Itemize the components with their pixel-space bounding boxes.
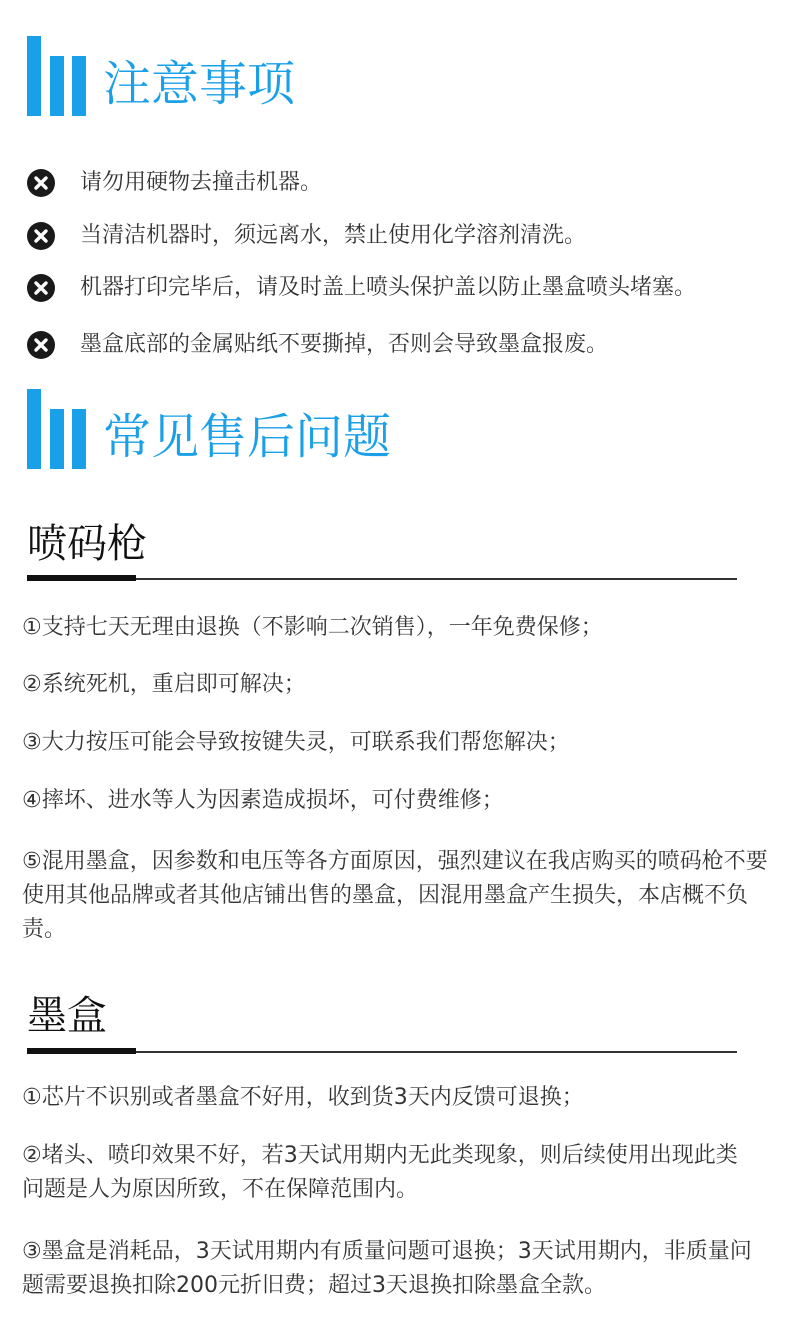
notice-item [27, 273, 787, 303]
faq-item: ③大力按压可能会导致按键失灵，可联系我们帮您解决； [22, 730, 570, 755]
notice-item-text: 墨盒底部的金属贴纸不要撕掉，否则会导致墨盒报废。 [80, 332, 609, 357]
notice-item-text: 请勿用硬物去撞击机器。 [80, 170, 323, 195]
notice-item [27, 221, 787, 251]
faq-item: ④摔坏、进水等人为因素造成损坏，可付费维修； [22, 788, 504, 813]
notice-item [27, 168, 787, 198]
divider-accent [27, 1048, 136, 1054]
x-circle-icon [27, 331, 55, 359]
faq-group-title: 喷码枪 [27, 521, 147, 567]
notice-item [27, 330, 787, 360]
section-bars-icon [27, 389, 87, 469]
notice-item-text: 当清洁机器时，须远离水，禁止使用化学溶剂清洗。 [80, 223, 587, 248]
faq-item: ②堵头、喷印效果不好，若3天试用期内无此类现象，则后续使用出现此类问题是人为原因所致，不在保障范围内。 [22, 1143, 738, 1202]
faq-section-title: 常见售后问题 [103, 409, 392, 465]
faq-item: ①芯片不识别或者墨盒不好用，收到货3天内反馈可退换； [22, 1085, 584, 1110]
divider-accent [27, 575, 136, 581]
notice-section-title: 注意事项 [103, 56, 296, 112]
faq-group-title: 墨盒 [27, 993, 107, 1039]
faq-item: ②系统死机，重启即可解决； [22, 672, 306, 697]
faq-item: ①支持七天无理由退换（不影响二次销售），一年免费保修； [22, 615, 603, 640]
x-circle-icon [27, 169, 55, 197]
x-circle-icon [27, 222, 55, 250]
section-bars-icon [27, 36, 87, 116]
notice-item-text: 机器打印完毕后，请及时盖上喷头保护盖以防止墨盒喷头堵塞。 [80, 275, 697, 300]
faq-item: ⑤混用墨盒，因参数和电压等各方面原因，强烈建议在我店购买的喷码枪不要使用其他品牌或者其他店铺出售的墨盒，因混用墨盒产生损失，本店概不负责。 [22, 849, 768, 942]
faq-item: ③墨盒是消耗品，3天试用期内有质量问题可退换；3天试用期内，非质量问题需要退换扣除200元折旧费；超过3天退换扣除墨盒全款。 [22, 1239, 752, 1298]
x-circle-icon [27, 274, 55, 302]
